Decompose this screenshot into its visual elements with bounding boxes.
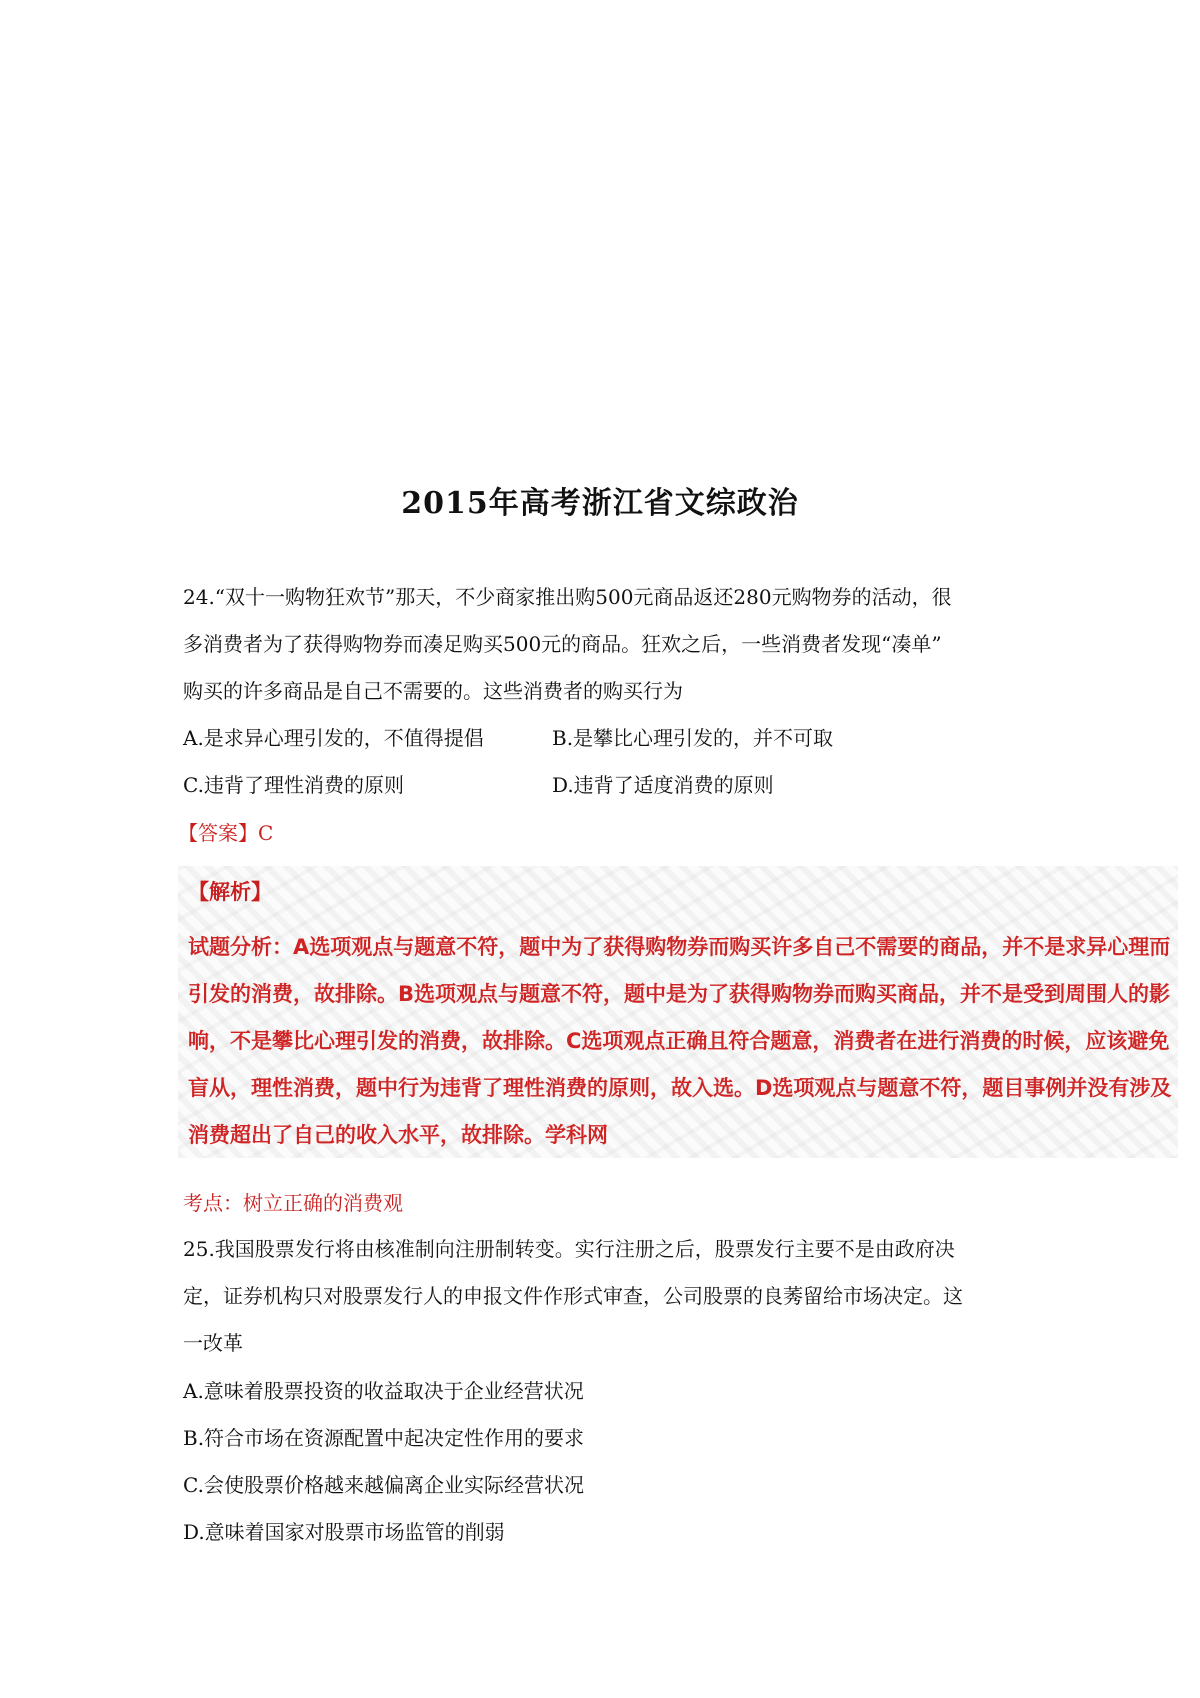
q25-option-c: C.会使股票价格越来越偏离企业实际经营状况: [183, 1473, 584, 1497]
q25-stem-line-3: 一改革: [183, 1331, 243, 1355]
q24-option-d: D.违背了适度消费的原则: [552, 773, 774, 797]
answer-tag: 【答案】: [178, 821, 258, 845]
analysis-line: 引发的消费，故排除。B选项观点与题意不符，题中是为了获得购物券而购买商品，并不是受到周围人的影: [188, 982, 1171, 1006]
q25-stem-line-1: 25.我国股票发行将由核准制向注册制转变。实行注册之后，股票发行主要不是由政府决: [183, 1237, 955, 1261]
analysis-heading: 【解析】: [188, 880, 272, 904]
q25-option-a: A.意味着股票投资的收益取决于企业经营状况: [183, 1379, 584, 1403]
q24-stem-line-1: 24.“双十一购物狂欢节”那天，不少商家推出购500元商品返还280元购物券的活动，很: [183, 585, 952, 609]
q25-option-d: D.意味着国家对股票市场监管的削弱: [183, 1520, 505, 1544]
analysis-line: 盲从，理性消费，题中行为违背了理性消费的原则，故入选。D选项观点与题意不符，题目事例并没有涉及: [188, 1076, 1172, 1100]
q24-stem-line-2: 多消费者为了获得购物券而凑足购买500元的商品。狂欢之后，一些消费者发现“凑单”: [183, 632, 942, 656]
q24-answer: [178, 820, 273, 846]
analysis-image-block: [178, 866, 1178, 1158]
q25-option-b: B.符合市场在资源配置中起决定性作用的要求: [183, 1426, 585, 1450]
analysis-body: [188, 924, 1173, 1159]
analysis-line: 消费超出了自己的收入水平，故排除。学科网: [188, 1123, 608, 1147]
q24-option-b: B.是攀比心理引发的，并不可取: [552, 726, 834, 750]
analysis-line: 试题分析：A选项观点与题意不符，题中为了获得购物券而购买许多自己不需要的商品，并不是求异心理而: [188, 935, 1171, 959]
analysis-line: 响，不是攀比心理引发的消费，故排除。C选项观点正确且符合题意，消费者在进行消费的时候，应该避免: [188, 1029, 1170, 1053]
answer-value: C: [258, 821, 274, 845]
q24-option-c: C.违背了理性消费的原则: [183, 773, 404, 797]
q24-option-a: A.是求异心理引发的，不值得提倡: [183, 726, 484, 750]
q25-stem-line-2: 定，证券机构只对股票发行人的申报文件作形式审查，公司股票的良莠留给市场决定。这: [183, 1284, 963, 1308]
page-title: 2015年高考浙江省文综政治: [401, 486, 799, 521]
q24-stem-line-3: 购买的许多商品是自己不需要的。这些消费者的购买行为: [183, 679, 683, 703]
q24-kaodian: 考点：树立正确的消费观: [183, 1191, 403, 1215]
